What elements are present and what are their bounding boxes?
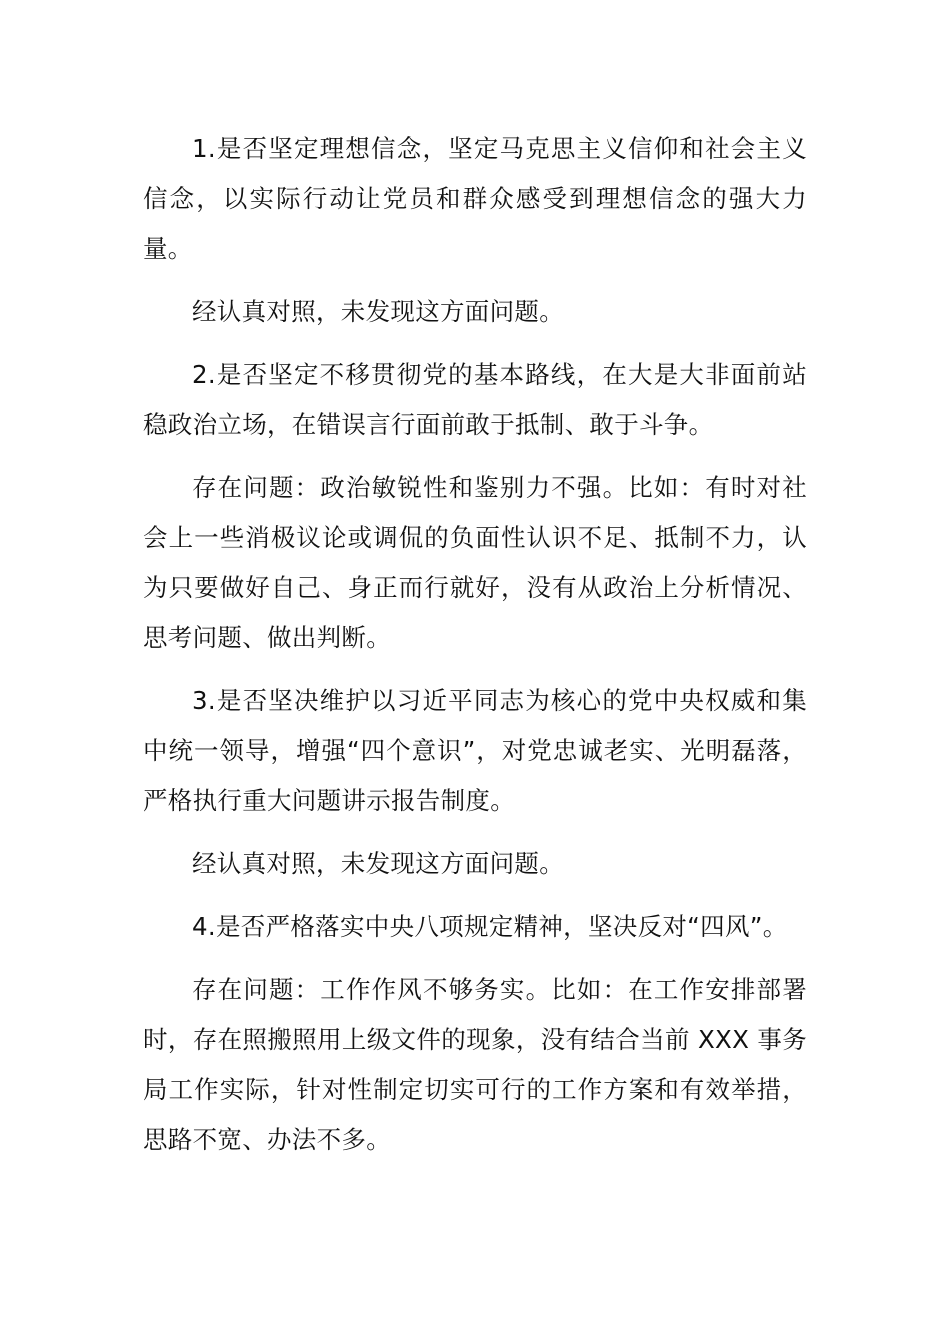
answer-1-paragraph: 经认真对照，未发现这方面问题。 [192,297,564,326]
question-1-paragraph: 1.是否坚定理想信念，坚定马克思主义信仰和社会主义信念，以实际行动让党员和群众感受到理想信念的强大力量。 [143,134,807,263]
answer-3-paragraph: 经认真对照，未发现这方面问题。 [192,849,564,878]
document-body [143,124,807,1178]
question-2-paragraph: 2.是否坚定不移贯彻党的基本路线，在大是大非面前站稳政治立场，在错误言行面前敢于抵制、敢于斗争。 [143,360,807,439]
answer-4-paragraph: 存在问题：工作作风不够务实。比如：在工作安排部署时，存在照搬照用上级文件的现象，没有结合当前 XXX 事务局工作实际，针对性制定切实可行的工作方案和有效举措，思路不宽、办法不多。 [143,975,807,1154]
question-4-paragraph: 4.是否严格落实中央八项规定精神，坚决反对“四风”。 [192,912,788,941]
answer-2-paragraph: 存在问题：政治敏锐性和鉴别力不强。比如：有时对社会上一些消极议论或调侃的负面性认识不足、抵制不力，认为只要做好自己、身正而行就好，没有从政治上分析情况、思考问题、做出判断。 [143,473,807,652]
question-3-paragraph: 3.是否坚决维护以习近平同志为核心的党中央权威和集中统一领导，增强“四个意识”，对党忠诚老实、光明磊落，严格执行重大问题讲示报告制度。 [143,686,807,815]
